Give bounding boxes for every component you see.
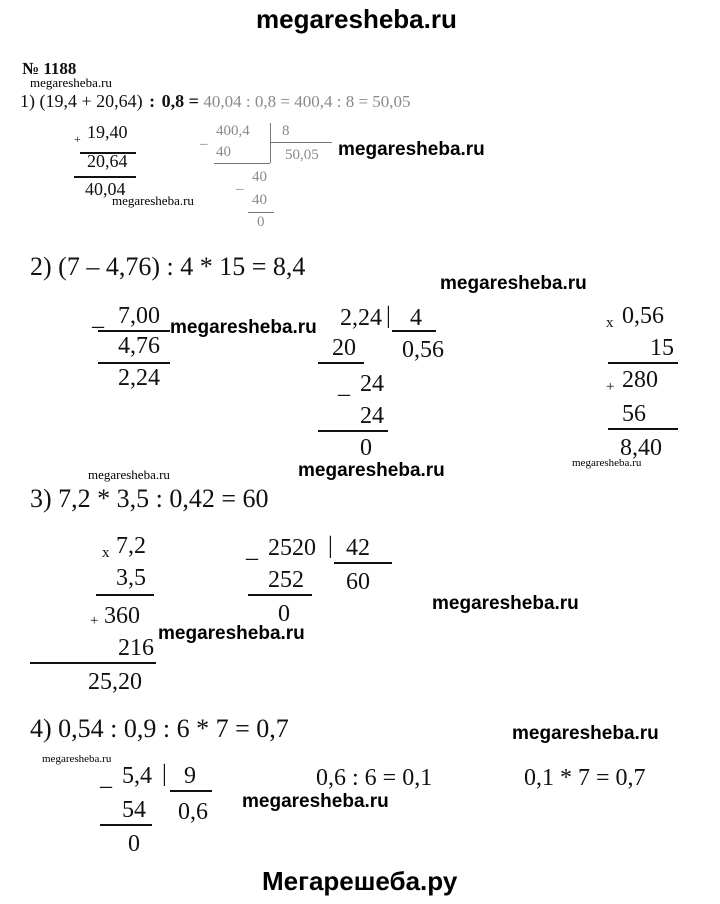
watermark: megaresheba.ru	[298, 460, 445, 481]
multiplier: 3,5	[116, 565, 146, 591]
part3-expression: 3) 7,2 * 3,5 : 0,42 = 60	[30, 484, 269, 513]
plus-sign: +	[90, 613, 99, 629]
subtrahend: 4,76	[118, 333, 160, 359]
underline	[98, 330, 170, 332]
subtrahend-2: 24	[360, 403, 384, 429]
dividend: 5,4	[122, 763, 152, 789]
watermark: megaresheba.ru	[112, 193, 194, 208]
minus-sign: –	[236, 181, 244, 197]
divisor-line	[270, 142, 332, 143]
minuend: 7,00	[118, 303, 160, 329]
watermark: megaresheba.ru	[88, 467, 170, 482]
underline	[318, 362, 364, 364]
minus-sign: –	[200, 136, 208, 152]
watermark: megaresheba.ru	[512, 723, 659, 744]
minus-sign: _	[338, 373, 350, 399]
division-bar: |	[386, 303, 391, 329]
minus-sign: _	[100, 765, 112, 791]
remainder-2: 0	[257, 214, 265, 230]
watermark: megaresheba.ru	[42, 753, 112, 765]
quotient: 0,6	[178, 799, 208, 825]
underline	[80, 152, 136, 154]
watermark: megaresheba.ru	[158, 623, 305, 644]
watermark: megaresheba.ru	[432, 593, 579, 614]
dividend: 2520	[268, 535, 316, 561]
multiply-sign: x	[102, 545, 110, 561]
multiply-sign: x	[606, 315, 614, 331]
addend-1: 19,40	[87, 122, 128, 142]
part4-expression: 4) 0,54 : 0,9 : 6 * 7 = 0,7	[30, 714, 289, 743]
subtrahend-1: 20	[332, 335, 356, 361]
difference: 2,24	[118, 365, 160, 391]
multiplicand: 7,2	[116, 533, 146, 559]
quotient: 60	[346, 569, 370, 595]
dividend: 2,24	[340, 305, 382, 331]
partial-product-1: 360	[104, 603, 140, 629]
quotient: 50,05	[285, 147, 319, 163]
addend-2: 20,64	[87, 151, 128, 171]
watermark: megaresheba.ru	[338, 139, 485, 160]
watermark: megaresheba.ru	[242, 791, 389, 812]
multiplier: 15	[650, 335, 674, 361]
divisor: 8	[282, 123, 290, 139]
watermark: megaresheba.ru	[440, 273, 587, 294]
minus-sign: _	[246, 537, 258, 563]
underline	[248, 594, 312, 596]
plus-sign: +	[606, 379, 615, 395]
dividend: 400,4	[216, 123, 250, 139]
minus-sign: _	[92, 305, 104, 331]
subtrahend-1: 252	[268, 567, 304, 593]
division-bar	[270, 123, 271, 163]
remainder-2: 0	[360, 435, 372, 461]
partial-product-2: 56	[622, 401, 646, 427]
problem-number: № 1188	[22, 59, 77, 78]
remainder: 0	[278, 601, 290, 627]
partial-product-1: 280	[622, 367, 658, 393]
underline	[214, 163, 270, 164]
part1-expression: 1) (19,4 + 20,64) : 0,8 = 40,04 : 0,8 = 400,4 : 8 = 50,05	[20, 91, 411, 111]
result-line	[608, 428, 678, 430]
remainder-1: 40	[252, 169, 267, 185]
remainder: 0	[128, 831, 140, 857]
watermark: megaresheba.ru	[30, 75, 112, 90]
product: 25,20	[88, 669, 142, 695]
subtrahend-1: 40	[216, 144, 231, 160]
underline	[96, 594, 154, 596]
multiplicand: 0,56	[622, 303, 664, 329]
site-header: megaresheba.ru	[256, 4, 457, 34]
division-bar: |	[162, 761, 167, 787]
result-line	[98, 362, 170, 364]
underline	[608, 362, 678, 364]
underline	[100, 824, 152, 826]
quotient: 0,56	[402, 337, 444, 363]
underline	[248, 212, 274, 213]
watermark: megaresheba.ru	[170, 317, 317, 338]
divisor: 4	[410, 305, 422, 331]
remainder-1: 24	[360, 371, 384, 397]
divisor-line	[392, 330, 436, 332]
divisor-line	[170, 790, 212, 792]
step-3: 0,1 * 7 = 0,7	[524, 765, 646, 791]
sum: 40,04	[85, 179, 126, 199]
product: 8,40	[620, 435, 662, 461]
plus-sign: +	[74, 132, 81, 146]
underline	[318, 430, 388, 432]
result-line	[30, 662, 156, 664]
step-2: 0,6 : 6 = 0,1	[316, 765, 433, 791]
watermark: megaresheba.ru	[572, 457, 642, 469]
subtrahend-1: 54	[122, 797, 146, 823]
divisor: 42	[346, 535, 370, 561]
site-footer: Мегарешеба.ру	[262, 866, 458, 896]
partial-product-2: 216	[118, 635, 154, 661]
part2-expression: 2) (7 – 4,76) : 4 * 15 = 8,4	[30, 252, 306, 281]
subtrahend-2: 40	[252, 192, 267, 208]
divisor-line	[334, 562, 392, 564]
division-bar: |	[328, 533, 333, 559]
divisor: 9	[184, 763, 196, 789]
sum-line	[74, 176, 136, 178]
